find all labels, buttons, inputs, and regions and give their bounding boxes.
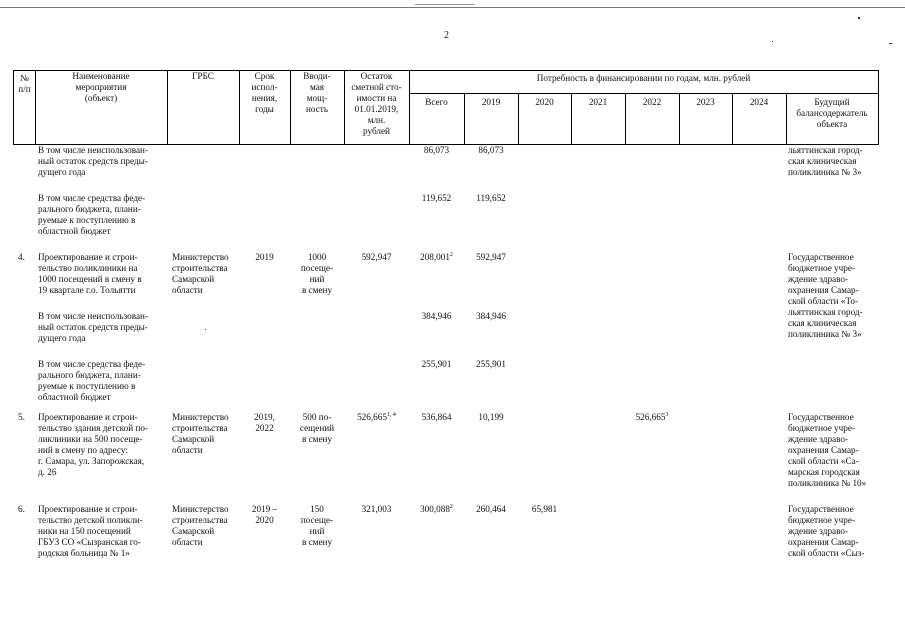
header-year-2024: 2024: [749, 97, 769, 107]
row-6-name: Проектирование и строи- тельство здания детской по- ликлиники на 500 посеще- ний в смену по адресу: г. Самара, ул. Запорожская, д. 26: [38, 412, 149, 477]
row-6-grbs: Министерство строительства Самарской области: [172, 412, 229, 455]
scan-speck: [858, 17, 860, 19]
row-7-remainder: 321,003: [361, 504, 392, 514]
header-name: Наименование мероприятия (объект): [72, 71, 130, 103]
footnote-marker: 3: [665, 412, 669, 418]
row-6-remainder: [345, 412, 408, 423]
row-1-2019: 86,073: [478, 145, 504, 155]
row-3-holder: Государственное бюджетное учре- ждение здраво- охранения Самар- ской области «То- льяттинская город- ская клиническая поликлиника № 3»: [788, 252, 863, 339]
row-5-2019: 255,901: [476, 359, 506, 369]
row-4-2019: 384,946: [476, 311, 506, 321]
row-6-2019: 10,199: [478, 412, 504, 422]
row-6-holder: Государственное бюджетное учре- ждение здраво- охранения Самар- ской области «Са- марская городская поликлиника № 10»: [788, 412, 867, 488]
row-6-capacity: 500 по- сещений в смену: [299, 412, 335, 444]
scan-speck: [772, 41, 773, 42]
row-7-holder: Государственное бюджетное учре- ждение здраво- охранения Самар- ской области «Сыз-: [788, 504, 865, 558]
row-3-grbs: Министерство строительства Самарской области: [172, 252, 229, 295]
header-funding-group: Потребность в финансировании по годам, млн. рублей: [536, 73, 751, 83]
row-3-num: 4.: [18, 252, 25, 262]
header-year-2021: 2021: [588, 97, 608, 107]
scan-artifact-line: [415, 4, 475, 5]
row-3-remainder: 592,947: [361, 252, 392, 262]
table-border-right: [878, 70, 879, 144]
row-6-num: 5.: [18, 412, 25, 422]
header-capacity: Вводи- мая мощ- ность: [303, 71, 331, 114]
row-3-total-value: 208,001: [420, 252, 450, 262]
row-1-holder: льяттинская город- ская клиническая поликлиника № 3»: [788, 145, 863, 177]
row-7-total-value: 300,088: [420, 504, 450, 514]
row-3-term: 2019: [255, 252, 274, 262]
header-total: Всего: [425, 97, 448, 107]
row-6-total: 536,864: [421, 412, 452, 422]
row-7-capacity: 150 посеще- ний в смену: [300, 504, 334, 547]
row-3-2019: 592,947: [476, 252, 506, 262]
header-grbs: ГРБС: [192, 71, 214, 81]
row-4-total: 384,946: [421, 311, 452, 321]
row-6-remainder-value: 526,665: [357, 412, 387, 422]
header-holder: Будущий балансодержатель объекта: [796, 97, 868, 129]
footnote-marker: 2: [449, 504, 453, 510]
header-remainder: Остаток сметной сто- имости на 01.01.2019, млн. рублей: [351, 71, 402, 136]
row-3-capacity: 1000 посеще- ний в смену: [300, 252, 334, 295]
scan-speck: [205, 329, 206, 330]
page-number: 2: [444, 30, 449, 41]
row-7-num: 6.: [18, 504, 25, 514]
row-7-name: Проектирование и строи- тельство детской поликли- ники на 150 посещений ГБУЗ СО «Сызранская го- родская больница № 1»: [38, 504, 143, 558]
header-num: № п/п: [18, 73, 31, 94]
row-7-grbs: Министерство строительства Самарской области: [172, 504, 229, 547]
row-6-term: 2019, 2022: [254, 412, 275, 433]
header-year-2022: 2022: [642, 97, 662, 107]
header-year-2020: 2020: [535, 97, 554, 107]
row-2-2019: 119,652: [476, 193, 506, 203]
row-5-total: 255,901: [421, 359, 452, 369]
footnote-marker: 2: [449, 252, 453, 258]
row-5-name: В том числе средства феде- рального бюджета, плани- руемые к поступлению в областной бюджет: [38, 359, 146, 402]
row-7-2019: 260,464: [476, 504, 506, 514]
scan-speck: [889, 43, 892, 44]
row-1-total: 86,073: [423, 145, 450, 155]
row-2-total: 119,652: [421, 193, 452, 203]
row-6-2022: [626, 412, 678, 423]
row-4-name: В том числе неиспользован- ный остаток средств преды- дущего года: [38, 311, 149, 343]
row-3-name: Проектирование и строи- тельство поликлиники на 1000 посещений в смену в 19 квартале г.о. Тольятти: [38, 252, 142, 295]
header-subdivider: [409, 93, 879, 94]
row-3-total: [410, 252, 463, 263]
row-7-term: 2019 – 2020: [251, 504, 278, 525]
row-1-name: В том числе неиспользован- ный остаток средств преды- дущего года: [38, 145, 149, 177]
header-year-2019: 2019: [481, 97, 501, 107]
footnote-marker: 1, 4: [386, 412, 396, 418]
row-7-2020: 65,981: [531, 504, 558, 514]
row-2-name: В том числе средства феде- рального бюджета, плани- руемые к поступлению в областной бюджет: [38, 193, 146, 236]
header-year-2023: 2023: [696, 97, 715, 107]
header-term: Срок испол- нения, годы: [251, 71, 278, 114]
row-6-2022-value: 526,665: [635, 412, 666, 422]
page-top-border: [0, 7, 905, 8]
row-7-total: [410, 504, 463, 515]
